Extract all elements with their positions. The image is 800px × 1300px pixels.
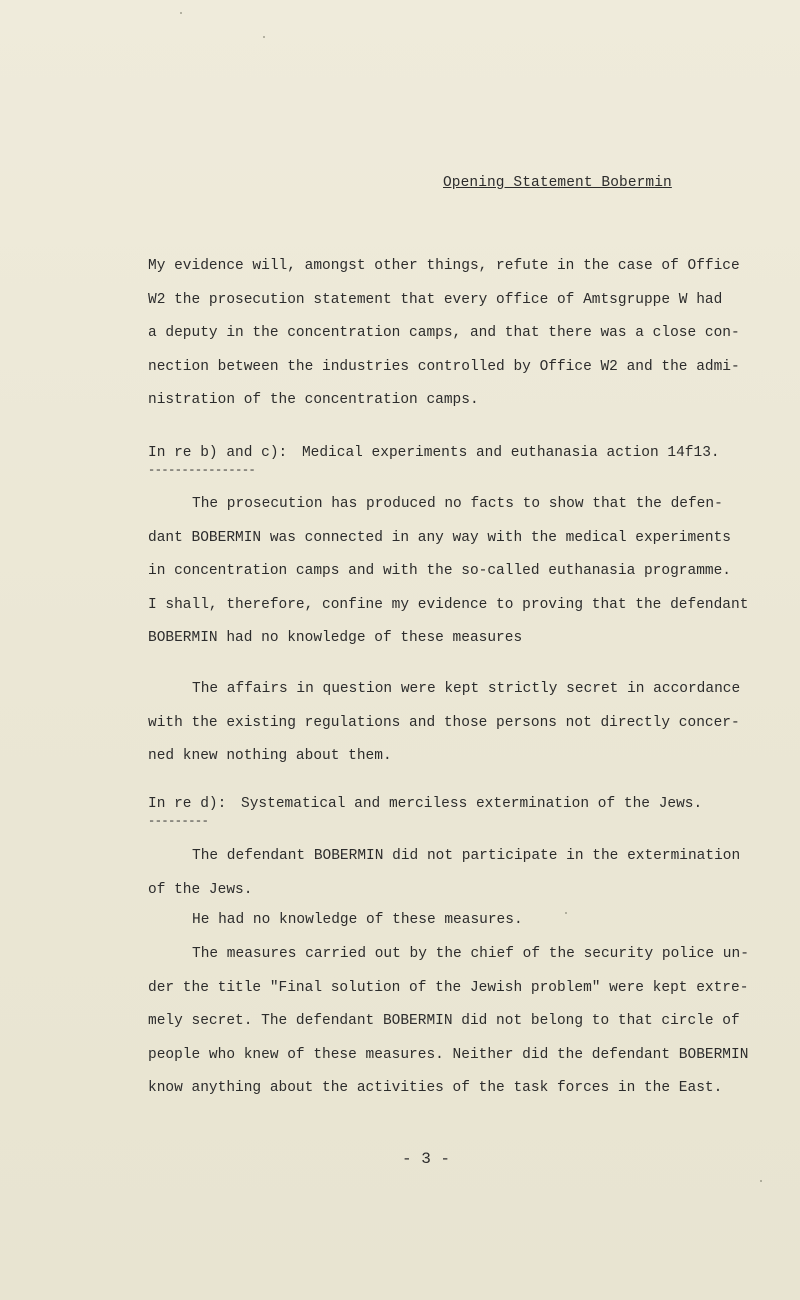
text-line: a deputy in the concentration camps, and that there was a close con- <box>148 325 740 341</box>
section-heading-b-c <box>148 443 720 477</box>
text-line: nistration of the concentration camps. <box>148 392 479 408</box>
text-line: der the title "Final solution of the Jewish problem" were kept extre- <box>148 979 749 996</box>
paper-speck <box>263 36 265 38</box>
paragraph-4 <box>148 840 741 907</box>
section-heading-d <box>148 794 702 828</box>
heading-prefix: In re b) and c): <box>148 445 288 461</box>
paragraph-3 <box>148 673 741 774</box>
text-line: ned knew nothing about them. <box>148 748 392 764</box>
paper-speck <box>760 1180 762 1182</box>
text-line: The defendant BOBERMIN did not participate in the extermination <box>192 848 741 864</box>
paragraph-5: He had no knowledge of these measures. <box>192 912 523 928</box>
document-title: Opening Statement Bobermin <box>443 175 672 191</box>
paragraph-6 <box>148 938 749 1106</box>
text-line: with the existing regulations and those persons not directly concer- <box>148 714 740 731</box>
text-line: I shall, therefore, confine my evidence to proving that the defendant <box>148 596 749 613</box>
text-line: The prosecution has produced no facts to show that the defen- <box>192 496 723 512</box>
text-line: nection between the industries controlled by Office W2 and the admi- <box>148 358 740 375</box>
text-line: people who knew of these measures. Neither did the defendant BOBERMIN <box>148 1046 749 1063</box>
text-line: The measures carried out by the chief of the security police un- <box>192 946 749 962</box>
text-line: of the Jews. <box>148 881 253 898</box>
paragraph-1 <box>148 250 738 418</box>
heading-text: Systematical and merciless extermination of the Jews. <box>241 796 703 812</box>
paper-speck <box>180 12 182 14</box>
text-line: BOBERMIN had no knowledge of these measures <box>148 630 523 646</box>
heading-underline: --------- <box>148 814 209 828</box>
text-line: My evidence will, amongst other things, refute in the case of Office <box>148 258 740 274</box>
text-line: know anything about the activities of the task forces in the East. <box>148 1080 723 1096</box>
text-line: dant BOBERMIN was connected in any way with the medical experiments <box>148 529 731 546</box>
text-line: W2 the prosecution statement that every office of Amtsgruppe W had <box>148 291 723 308</box>
heading-text: Medical experiments and euthanasia action 14f13. <box>301 445 720 461</box>
text-line: in concentration camps and with the so-called euthanasia programme. <box>148 563 731 579</box>
heading-prefix: In re d): <box>148 796 227 812</box>
paper-speck <box>565 912 567 914</box>
paragraph-2 <box>148 488 749 656</box>
text-line: mely secret. The defendant BOBERMIN did not belong to that circle of <box>148 1013 740 1029</box>
heading-underline: ---------------- <box>148 463 256 477</box>
text-line: The affairs in question were kept strictly secret in accordance <box>192 681 741 697</box>
page-number: - 3 - <box>402 1150 451 1168</box>
